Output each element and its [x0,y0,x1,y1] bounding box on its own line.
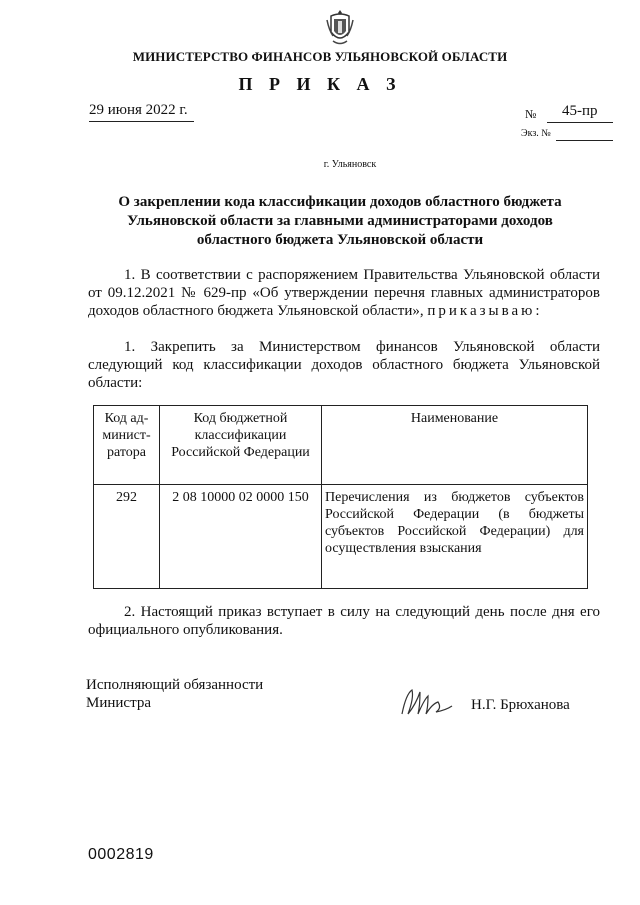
paragraph-2: 1. Закрепить за Министерством финансов Ульяновской области следующий код классификации доходов областного бюджета Ульяновской области: [88,339,600,392]
signer-name: Н.Г. Брюханова [471,697,570,713]
ministry-name: МИНИСТЕРСТВО ФИНАНСОВ УЛЬЯНОВСКОЙ ОБЛАСТИ [132,49,508,64]
number-underline [547,122,613,123]
classification-table [93,405,588,589]
paragraph-3: 2. Настоящий приказ вступает в силу на следующий день после дня его официального опубликования. [88,604,600,639]
date-underline [89,121,194,122]
position-line-2: Министра [86,694,151,711]
header-budget-code: Код бюджетной классификации Российской Федерации [160,406,322,485]
paragraph-1 [88,266,600,321]
header-name: Наименование [322,406,588,485]
paragraph-1-text: 1. В соответствии с распоряжением Правительства Ульяновской области от 09.12.2021 № 629-пр «Об утверждении перечня главных администраторов доходов областного бюджета Ульяновской области», [88,267,600,320]
coat-of-arms-icon [325,8,355,48]
order-date: 29 июня 2022 г. [89,102,188,118]
cell-name: Перечисления из бюджетов субъектов Российской Федерации (в бюджеты субъектов Российской Федерации) для осуществления взыскания [322,485,588,589]
table-row [94,485,588,589]
order-word: приказываю: [427,303,543,320]
header-admin-code: Код ад- минист- ратора [94,406,160,485]
cell-budget-code: 2 08 10000 02 0000 150 [160,485,322,589]
signer-position [86,677,263,712]
copy-number-underline [556,140,613,141]
order-number: 45-пр [562,103,598,119]
document-type: П Р И К А З [238,74,402,94]
cell-admin-code: 292 [94,485,160,589]
handwritten-signature-icon [398,684,454,722]
copy-number-label: Экз. № [521,128,551,139]
number-sign: № [525,107,537,121]
serial-number: 0002819 [88,846,154,863]
order-subject: О закреплении кода классификации доходов областного бюджета Ульяновской области за главными администраторами доходов областного бюджета Ульяновской области [118,194,562,248]
city: г. Ульяновск [323,159,377,170]
position-line-1: Исполняющий обязанности [86,677,264,693]
table-header-row [94,406,588,485]
